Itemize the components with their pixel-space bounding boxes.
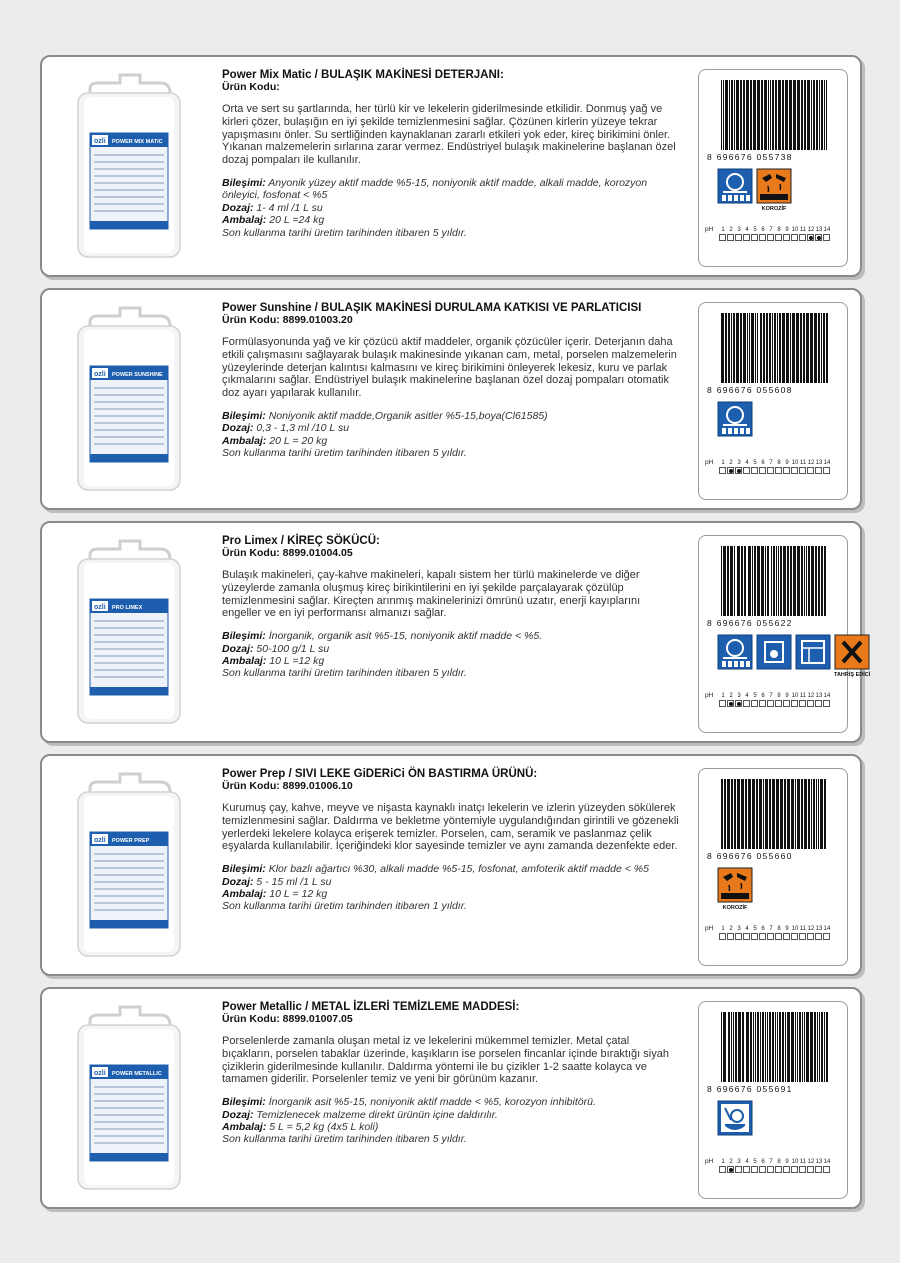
- ph-number: 9: [785, 459, 789, 466]
- ph-box: [719, 933, 726, 940]
- ph-number: 7: [769, 1158, 773, 1165]
- dishwasher-icon: [717, 401, 753, 437]
- hazard-icons: [717, 867, 753, 917]
- barcode: [721, 313, 829, 383]
- composition-row: [222, 630, 682, 642]
- barcode: [721, 1012, 829, 1082]
- coffee-machine-icon: [756, 634, 792, 670]
- package-value: 20 L =24 kg: [269, 214, 325, 227]
- brand-logo: ozli: [94, 604, 106, 611]
- ph-box: [759, 933, 766, 940]
- irritant-icon: [834, 634, 870, 670]
- package-row: [222, 888, 682, 900]
- product-card: [40, 521, 871, 743]
- hazard-item: [756, 168, 792, 218]
- dosage-row: [222, 422, 682, 434]
- ph-number: 4: [745, 692, 749, 699]
- ph-box: [807, 700, 814, 707]
- ph-scale: [705, 692, 841, 707]
- ph-box: [719, 1166, 726, 1173]
- package-value: 5 L = 5,2 kg (4x5 L koli): [269, 1121, 379, 1133]
- product-info: [222, 69, 682, 239]
- product-title: Power Prep / SIVI LEKE GiDERiCi ÖN BASTIRMA ÜRÜNÜ:: [222, 768, 538, 780]
- ph-number: 7: [769, 459, 773, 466]
- product-code: Ürün Kodu: 8899.01007.05: [222, 1013, 353, 1025]
- dosage-row: [222, 876, 682, 888]
- composition-value: Noniyonik aktif madde,Organik asitler %5-15,boya(Cl61585): [268, 409, 548, 422]
- ph-number: 10: [791, 925, 799, 932]
- composition-value: Klor bazlı ağartıcı %30, alkali madde %5-15, fosfonat, amfoterik aktif madde < %5: [268, 863, 649, 876]
- ph-number: 7: [769, 925, 773, 932]
- ph-label: pH: [705, 692, 714, 699]
- hazard-icons: [717, 1100, 753, 1150]
- brand-logo: ozli: [94, 837, 106, 844]
- composition-row: [222, 1096, 682, 1108]
- package-label: Ambalaj:: [222, 434, 267, 447]
- ph-box: [815, 467, 822, 474]
- dosage-row: [222, 1109, 682, 1121]
- product-title: Pro Limex / KİREÇ SÖKÜCÜ:: [222, 535, 380, 547]
- hazard-item: [756, 634, 792, 684]
- ph-box: [799, 933, 806, 940]
- dosage-label: Dozaj:: [222, 875, 254, 888]
- composition-label: Bileşimi:: [222, 1096, 266, 1109]
- hazard-item: [717, 634, 753, 684]
- hazard-icons: [717, 168, 792, 218]
- ph-box: [759, 467, 766, 474]
- composition-value: Anyonik yüzey aktif madde %5-15, noniyonik aktif madde, alkali madde, korozyon önleyici, fosfonat < %5: [222, 176, 648, 202]
- ph-number: 8: [777, 226, 781, 233]
- product-side-panel: [698, 535, 871, 733]
- ph-box: [823, 234, 830, 241]
- ph-label: pH: [705, 925, 714, 932]
- ph-box: [783, 700, 790, 707]
- composition-label: Bileşimi:: [222, 863, 266, 876]
- product-card: [40, 987, 862, 1209]
- product-info: [222, 535, 682, 680]
- product-description: Orta ve sert su şartlarında, her türlü kir ve lekelerin giderilmesinde etkilidir. Donmuş yağ ve kirleri çözer, bulaşığın en iyi şekilde temizlenmesini sağlar. Çözünen kirlerin yüzeye tekrar yapışmasını önler. Su sertliğinden kaynaklanan zararlı etkileri yok eder, kireç birikimini önler. Yıkanan malzemelerin sırlarına zarar vermez. Endüstriyel bulaşık makinelerine başlanan özel dozaj pompaları ile kullanılır.: [222, 103, 676, 167]
- product-code: Ürün Kodu:: [222, 81, 280, 93]
- hazard-item: [717, 401, 753, 451]
- ph-label: pH: [705, 459, 714, 466]
- ph-box-marked: [815, 234, 822, 241]
- hazard-item: [834, 634, 870, 684]
- ph-box: [775, 467, 782, 474]
- ph-box: [735, 1166, 742, 1173]
- package-value: 10 L =12 kg: [269, 655, 325, 667]
- ph-box: [759, 234, 766, 241]
- dosage-label: Dozaj:: [222, 1108, 254, 1121]
- ph-box: [791, 1166, 798, 1173]
- barcode-number: 8 696676 055622: [707, 618, 793, 628]
- ph-number: 10: [791, 692, 799, 699]
- hazard-item: [717, 168, 753, 218]
- ph-box-marked: [735, 467, 742, 474]
- ph-box: [815, 700, 822, 707]
- ph-number: 14: [823, 459, 831, 466]
- ph-number: 2: [729, 226, 733, 233]
- ph-box: [743, 700, 750, 707]
- ph-number: 14: [823, 1158, 831, 1165]
- ph-box: [791, 700, 798, 707]
- canister-label: PRO LIMEX: [112, 605, 143, 611]
- ph-number: 8: [777, 1158, 781, 1165]
- shelf-life: Son kullanma tarihi üretim tarihinden itibaren 5 yıldır.: [222, 1133, 467, 1146]
- ph-box: [783, 1166, 790, 1173]
- product-canister-image: [60, 1003, 196, 1193]
- product-specs: [222, 410, 682, 460]
- dishwasher-icon: [717, 168, 753, 204]
- ph-number: 5: [753, 925, 757, 932]
- dosage-value: 5 - 15 ml /1 L su: [256, 875, 332, 888]
- package-label: Ambalaj:: [222, 888, 267, 900]
- corrosive-icon: [756, 168, 792, 204]
- product-canister-image: [60, 71, 196, 261]
- ph-box: [743, 467, 750, 474]
- barcode-number: 8 696676 055691: [707, 1084, 793, 1094]
- brand-logo: ozli: [94, 371, 106, 378]
- ph-number: 12: [807, 226, 815, 233]
- ph-number: 10: [791, 1158, 799, 1165]
- ph-box: [751, 700, 758, 707]
- ph-box: [807, 933, 814, 940]
- ph-box: [815, 1166, 822, 1173]
- ph-scale: [705, 226, 841, 241]
- product-code: Ürün Kodu: 8899.01006.10: [222, 780, 353, 792]
- ph-box: [823, 1166, 830, 1173]
- ph-number: 3: [737, 459, 741, 466]
- ph-number: 4: [745, 226, 749, 233]
- composition-value: İnorganik, organik asit %5-15, noniyonik aktif madde < %5.: [268, 630, 543, 643]
- ph-numbers: [705, 459, 841, 466]
- product-code: Ürün Kodu: 8899.01003.20: [222, 314, 353, 326]
- canister-label: POWER METALLIC: [112, 1071, 162, 1077]
- ph-number: 3: [737, 226, 741, 233]
- ph-number: 7: [769, 692, 773, 699]
- dosage-label: Dozaj:: [222, 422, 254, 435]
- ph-number: 11: [799, 1158, 807, 1165]
- ph-number: 1: [721, 925, 725, 932]
- product-canister-image: [60, 304, 196, 494]
- hazard-icons: [717, 401, 753, 451]
- dosage-value: Temizlenecek malzeme direkt ürünün içine daldırılır.: [256, 1108, 498, 1121]
- ph-number: 9: [785, 692, 789, 699]
- ph-number: 11: [799, 692, 807, 699]
- ph-box: [807, 1166, 814, 1173]
- ph-boxes: [719, 700, 841, 707]
- ph-number: 4: [745, 1158, 749, 1165]
- ph-box: [719, 234, 726, 241]
- ph-label: pH: [705, 1158, 714, 1165]
- ph-box: [743, 1166, 750, 1173]
- ph-box: [743, 234, 750, 241]
- ph-box: [799, 1166, 806, 1173]
- shelf-life: Son kullanma tarihi üretim tarihinden itibaren 5 yıldır.: [222, 226, 467, 239]
- barcode: [721, 80, 829, 150]
- ph-number: 9: [785, 925, 789, 932]
- composition-row: [222, 863, 682, 875]
- ph-box: [807, 467, 814, 474]
- canister-label: POWER SUNSHINE: [112, 372, 163, 378]
- ph-box: [815, 933, 822, 940]
- package-label: Ambalaj:: [222, 655, 267, 667]
- product-side-panel: [698, 302, 848, 500]
- ph-box: [783, 933, 790, 940]
- dish-soak-icon: [717, 1100, 753, 1136]
- ph-box: [783, 467, 790, 474]
- ph-number: 12: [807, 1158, 815, 1165]
- ph-box: [751, 467, 758, 474]
- ph-number: 13: [815, 692, 823, 699]
- ph-box-marked: [735, 700, 742, 707]
- ph-box: [791, 933, 798, 940]
- product-side-panel: [698, 69, 848, 267]
- brand-logo: ozli: [94, 1070, 106, 1077]
- ph-box: [719, 467, 726, 474]
- ph-box: [791, 234, 798, 241]
- ph-number: 8: [777, 925, 781, 932]
- product-description: Formülasyonunda yağ ve kir çözücü aktif maddeler, organik çözücüler içerir. Deterjanın daha etkili çalışmasını sağlayarak bulaşık makinesinde yıkanan cam, metal, porselen malzemelerin yüzeylerinde deterjan kalıntısı kalmasını ve kireç birikimini önleyerek lekesiz, kuru ve parlak çıkmalarını sağlar. Endüstriyel bulaşık makinelerine başlanan özel dozaj pompaları otomatik doz ayarı yapılarak kullanılır.: [222, 336, 677, 400]
- ph-box: [751, 234, 758, 241]
- composition-label: Bileşimi:: [222, 409, 266, 422]
- ph-number: 5: [753, 459, 757, 466]
- hazard-label: KOROZİF: [722, 905, 748, 911]
- ph-number: 6: [761, 1158, 765, 1165]
- ph-number: 12: [807, 925, 815, 932]
- ph-boxes: [719, 467, 841, 474]
- ph-number: 1: [721, 692, 725, 699]
- dosage-value: 1- 4 ml /1 L su: [256, 201, 323, 214]
- ph-number: 6: [761, 226, 765, 233]
- ph-box-marked: [727, 1166, 734, 1173]
- ph-number: 8: [777, 459, 781, 466]
- ph-number: 13: [815, 459, 823, 466]
- hazard-item: [717, 1100, 753, 1150]
- ph-number: 8: [777, 692, 781, 699]
- dosage-row: [222, 643, 682, 655]
- product-title: Power Mix Matic / BULAŞIK MAKİNESİ DETERJANI:: [222, 69, 504, 81]
- ph-boxes: [719, 234, 841, 241]
- ph-number: 14: [823, 226, 831, 233]
- product-card: [40, 55, 862, 277]
- product-title: Power Sunshine / BULAŞIK MAKİNESİ DURULAMA KATKISI VE PARLATICISI: [222, 302, 642, 314]
- ph-scale: [705, 1158, 841, 1173]
- ph-box: [767, 933, 774, 940]
- ph-number: 1: [721, 226, 725, 233]
- ph-number: 14: [823, 925, 831, 932]
- ph-box-marked: [727, 467, 734, 474]
- ph-numbers: [705, 226, 841, 233]
- product-side-panel: [698, 768, 848, 966]
- dosage-value: 0,3 - 1,3 ml /10 L su: [256, 422, 350, 435]
- ph-box-marked: [807, 234, 814, 241]
- ph-box: [775, 1166, 782, 1173]
- package-row: [222, 435, 682, 447]
- ph-boxes: [719, 933, 841, 940]
- product-specs: [222, 863, 682, 913]
- package-row: [222, 655, 682, 667]
- ph-box: [751, 933, 758, 940]
- ph-box: [799, 234, 806, 241]
- hazard-item: [795, 634, 831, 684]
- ph-box: [743, 933, 750, 940]
- product-specs: [222, 630, 682, 680]
- ph-number: 13: [815, 226, 823, 233]
- ph-box: [751, 1166, 758, 1173]
- product-card: [40, 754, 862, 976]
- dosage-row: [222, 202, 682, 214]
- ph-number: 9: [785, 1158, 789, 1165]
- hazard-label: KOROZİF: [761, 206, 787, 212]
- ph-box: [799, 467, 806, 474]
- barcode-number: 8 696676 055738: [707, 152, 793, 162]
- brand-logo: ozli: [94, 138, 106, 145]
- canister-label: POWER MIX MATIC: [112, 139, 163, 145]
- ph-box: [775, 700, 782, 707]
- ph-number: 12: [807, 459, 815, 466]
- ph-number: 4: [745, 925, 749, 932]
- product-card: [40, 288, 862, 510]
- ph-number: 11: [799, 226, 807, 233]
- ph-numbers: [705, 1158, 841, 1165]
- ph-number: 12: [807, 692, 815, 699]
- corrosive-icon: [717, 867, 753, 903]
- ph-number: 5: [753, 226, 757, 233]
- appliance-icon: [795, 634, 831, 670]
- product-description: Kurumuş çay, kahve, meyve ve nişasta kaynaklı inatçı lekelerin ve izlerin yüzeyden sökülerek temizlenmesini sağlar. Daldırma ve bekletme yöntemiyle uygulandığından girintili ve gözenekli yerlerdeki lekelere kolayca erişerek temizler. Porselen, cam, seramik ve paslanmaz çelik eşyalarda kullanılabilir. İçeriğindeki klor sayesinde temizler ve aynı zamanda dezenfekte eder.: [222, 802, 679, 853]
- dosage-value: 50-100 g/1 L su: [256, 642, 330, 655]
- ph-number: 11: [799, 925, 807, 932]
- package-label: Ambalaj:: [222, 214, 267, 227]
- ph-numbers: [705, 925, 841, 932]
- ph-box: [767, 467, 774, 474]
- product-info: [222, 302, 682, 460]
- ph-box: [727, 933, 734, 940]
- dosage-label: Dozaj:: [222, 201, 254, 214]
- product-side-panel: [698, 1001, 848, 1199]
- product-info: [222, 768, 682, 913]
- product-info: [222, 1001, 682, 1146]
- canister-label: POWER PREP: [112, 838, 150, 844]
- ph-box: [783, 234, 790, 241]
- ph-number: 13: [815, 925, 823, 932]
- ph-box: [727, 234, 734, 241]
- ph-number: 9: [785, 226, 789, 233]
- ph-box: [799, 700, 806, 707]
- product-specs: [222, 1096, 682, 1146]
- ph-box: [823, 933, 830, 940]
- composition-label: Bileşimi:: [222, 630, 266, 643]
- ph-number: 5: [753, 692, 757, 699]
- ph-box: [735, 234, 742, 241]
- ph-label: pH: [705, 226, 714, 233]
- hazard-item: [717, 867, 753, 917]
- ph-number: 2: [729, 1158, 733, 1165]
- package-label: Ambalaj:: [222, 1121, 267, 1133]
- ph-box: [823, 700, 830, 707]
- ph-box: [823, 467, 830, 474]
- ph-number: 10: [791, 226, 799, 233]
- ph-box: [767, 700, 774, 707]
- ph-box: [775, 933, 782, 940]
- ph-number: 1: [721, 1158, 725, 1165]
- barcode: [721, 546, 829, 616]
- ph-number: 6: [761, 925, 765, 932]
- shelf-life: Son kullanma tarihi üretim tarihinden itibaren 1 yıldır.: [222, 900, 467, 913]
- ph-number: 4: [745, 459, 749, 466]
- ph-number: 6: [761, 459, 765, 466]
- composition-label: Bileşimi:: [222, 176, 266, 189]
- product-description: Porselenlerde zamanla oluşan metal iz ve lekelerini mükemmel temizler. Metal çatal bıçakların, porselen tabaklar üzerinde, kaşıkların ise porselen fincanlar içinde bıraktığı siyah çiziklerin giderilmesinde kullanılır. Daldırma yöntemi ile bu çizikler 1-2 saatte kolayca ve tamamen giderilir. Porselenler temiz ve yeni bir görünüm kazanır.: [222, 1035, 669, 1086]
- ph-number: 13: [815, 1158, 823, 1165]
- ph-box: [759, 1166, 766, 1173]
- composition-value: İnorganik asit %5-15, noniyonik aktif madde < %5, korozyon inhibitörü.: [268, 1096, 596, 1109]
- ph-number: 7: [769, 226, 773, 233]
- ph-number: 3: [737, 692, 741, 699]
- product-canister-image: [60, 770, 196, 960]
- ph-number: 14: [823, 692, 831, 699]
- composition-row: [222, 177, 682, 202]
- ph-number: 3: [737, 1158, 741, 1165]
- ph-number: 2: [729, 925, 733, 932]
- ph-number: 2: [729, 692, 733, 699]
- package-value: 10 L = 12 kg: [269, 888, 328, 900]
- ph-box: [759, 700, 766, 707]
- product-description: Bulaşık makineleri, çay-kahve makineleri, kapalı sistem her türlü makinelerde ve diğer yüzeylerde zamanla oluşmuş kireç birikintilerini en iyi şekilde parçalayarak çözülüp temizlenmesini sağlar. Kireçten arınmış makinelerinizi ömrünü uzatır, enerji kayıplarını engeller ve en iyi performansı almanızı sağlar.: [222, 569, 641, 620]
- shelf-life: Son kullanma tarihi üretim tarihinden itibaren 5 yıldır.: [222, 667, 467, 680]
- dosage-label: Dozaj:: [222, 642, 254, 655]
- ph-number: 3: [737, 925, 741, 932]
- ph-box-marked: [727, 700, 734, 707]
- hazard-label: TAHRİŞ EDİCİ: [834, 672, 871, 678]
- product-canister-image: [60, 537, 196, 727]
- shelf-life: Son kullanma tarihi üretim tarihinden itibaren 5 yıldır.: [222, 447, 467, 460]
- product-title: Power Metallic / METAL İZLERİ TEMİZLEME MADDESİ:: [222, 1001, 520, 1013]
- product-code: Ürün Kodu: 8899.01004.05: [222, 547, 353, 559]
- ph-box: [775, 234, 782, 241]
- ph-box: [767, 1166, 774, 1173]
- package-row: [222, 214, 682, 226]
- product-specs: [222, 177, 682, 239]
- package-row: [222, 1121, 682, 1133]
- ph-number: 11: [799, 459, 807, 466]
- ph-number: 1: [721, 459, 725, 466]
- ph-number: 10: [791, 459, 799, 466]
- ph-box: [767, 234, 774, 241]
- composition-row: [222, 410, 682, 422]
- ph-box: [719, 700, 726, 707]
- ph-number: 2: [729, 459, 733, 466]
- barcode-number: 8 696676 055660: [707, 851, 793, 861]
- hazard-icons: [717, 634, 870, 684]
- ph-number: 6: [761, 692, 765, 699]
- ph-boxes: [719, 1166, 841, 1173]
- ph-box: [735, 933, 742, 940]
- barcode: [721, 779, 829, 849]
- package-value: 20 L = 20 kg: [269, 434, 328, 447]
- ph-scale: [705, 459, 841, 474]
- ph-box: [791, 467, 798, 474]
- ph-scale: [705, 925, 841, 940]
- ph-numbers: [705, 692, 841, 699]
- dishwasher-icon: [717, 634, 753, 670]
- ph-number: 5: [753, 1158, 757, 1165]
- barcode-number: 8 696676 055608: [707, 385, 793, 395]
